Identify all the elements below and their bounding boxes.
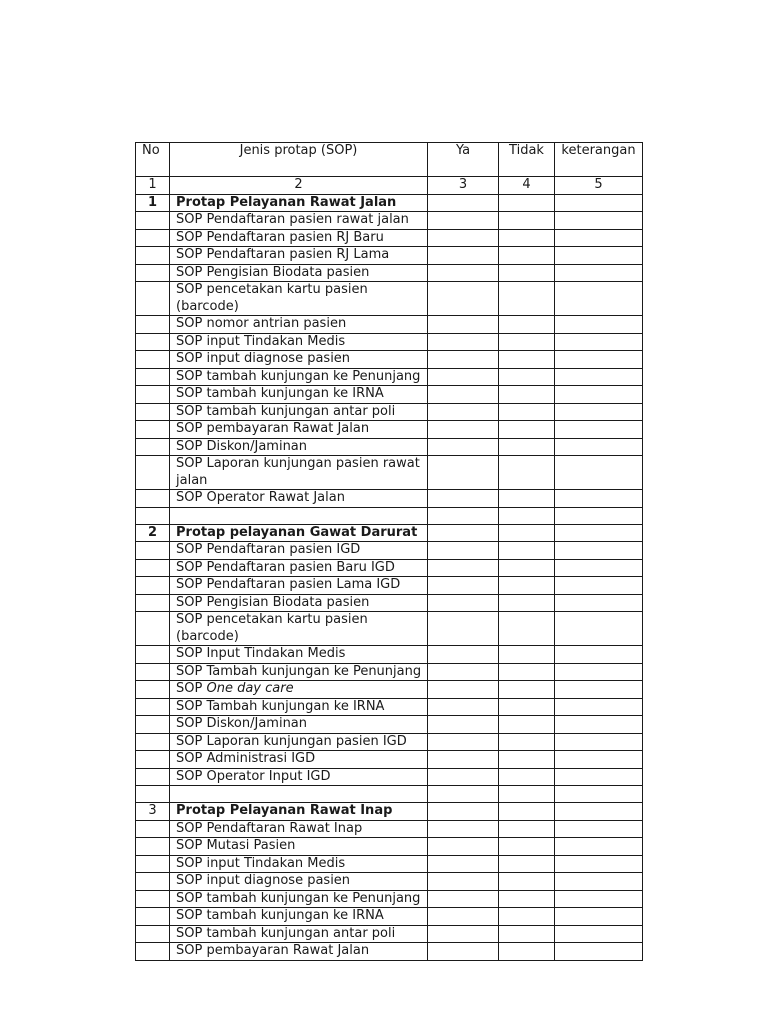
checklist-cell: [555, 542, 643, 560]
checklist-cell: [499, 855, 555, 873]
section-title: Protap Pelayanan Rawat Jalan: [170, 194, 428, 212]
checklist-cell: [428, 421, 499, 439]
checklist-cell: [499, 838, 555, 856]
header-jenis: Jenis protap (SOP): [170, 143, 428, 177]
table-row: [136, 663, 643, 681]
row-number: [136, 577, 170, 595]
checklist-cell: [428, 873, 499, 891]
checklist-cell: [428, 751, 499, 769]
checklist-cell: [499, 403, 555, 421]
sop-item-label: SOP Administrasi IGD: [170, 751, 428, 769]
checklist-cell: [555, 333, 643, 351]
row-number: [136, 333, 170, 351]
checklist-cell: [499, 716, 555, 734]
section-title: Protap pelayanan Gawat Darurat: [170, 524, 428, 542]
checklist-cell: [428, 733, 499, 751]
checklist-cell: [428, 786, 499, 803]
checklist-cell: [555, 820, 643, 838]
row-number: [136, 768, 170, 786]
checklist-cell: [499, 751, 555, 769]
checklist-cell: [555, 351, 643, 369]
sop-item-label: SOP input Tindakan Medis: [170, 333, 428, 351]
sop-item-label: SOP input diagnose pasien: [170, 351, 428, 369]
checklist-cell: [499, 698, 555, 716]
checklist-cell: [555, 282, 643, 316]
sop-item-label: SOP Diskon/Jaminan: [170, 716, 428, 734]
checklist-cell: [555, 229, 643, 247]
checklist-cell: [499, 612, 555, 646]
checklist-cell: [428, 386, 499, 404]
checklist-cell: [555, 716, 643, 734]
checklist-cell: [555, 421, 643, 439]
row-number: [136, 612, 170, 646]
row-number: [136, 247, 170, 265]
checklist-cell: [136, 786, 170, 803]
checklist-cell: [499, 247, 555, 265]
table-row: [136, 820, 643, 838]
row-number: [136, 212, 170, 230]
table-header-row: [136, 143, 643, 177]
row-number: [136, 663, 170, 681]
checklist-cell: [428, 698, 499, 716]
checklist-cell: [428, 559, 499, 577]
sop-item-label: SOP Tambah kunjungan ke IRNA: [170, 698, 428, 716]
table-row: [136, 890, 643, 908]
table-row: [136, 646, 643, 664]
table-row: [136, 751, 643, 769]
row-number: [136, 873, 170, 891]
checklist-cell: [499, 663, 555, 681]
checklist-cell: [170, 507, 428, 524]
checklist-cell: [170, 786, 428, 803]
checklist-cell: [499, 890, 555, 908]
sop-item-label: SOP tambah kunjungan antar poli: [170, 925, 428, 943]
checklist-cell: [555, 194, 643, 212]
row-number: [136, 559, 170, 577]
italic-term: One day care: [206, 681, 294, 696]
checklist-cell: [499, 438, 555, 456]
section-number: 2: [136, 524, 170, 542]
checklist-cell: [555, 577, 643, 595]
sop-item-label: SOP Pengisian Biodata pasien: [170, 594, 428, 612]
checklist-cell: [555, 247, 643, 265]
row-number: [136, 421, 170, 439]
table-row: [136, 368, 643, 386]
checklist-cell: [428, 333, 499, 351]
row-number: [136, 456, 170, 490]
checklist-cell: [555, 316, 643, 334]
row-number: [136, 646, 170, 664]
checklist-cell: [428, 803, 499, 821]
table-row: [136, 490, 643, 508]
checklist-cell: [555, 663, 643, 681]
table-row: [136, 456, 643, 490]
checklist-cell: [428, 716, 499, 734]
blank-row: [136, 507, 643, 524]
sop-item-label: SOP Pendaftaran pasien Baru IGD: [170, 559, 428, 577]
checklist-cell: [428, 594, 499, 612]
checklist-cell: [499, 803, 555, 821]
checklist-cell: [428, 456, 499, 490]
checklist-cell: [555, 456, 643, 490]
table-row: [136, 333, 643, 351]
checklist-cell: [428, 264, 499, 282]
column-number: 5: [555, 177, 643, 195]
checklist-cell: [499, 542, 555, 560]
sop-item-label: SOP input diagnose pasien: [170, 873, 428, 891]
sop-item-label: SOP Pendaftaran pasien Lama IGD: [170, 577, 428, 595]
table-row: [136, 403, 643, 421]
row-number: [136, 751, 170, 769]
checklist-cell: [555, 786, 643, 803]
column-number: 4: [499, 177, 555, 195]
table-row: [136, 716, 643, 734]
checklist-cell: [499, 733, 555, 751]
checklist-cell: [555, 594, 643, 612]
checklist-cell: [428, 368, 499, 386]
sop-item-label: SOP tambah kunjungan antar poli: [170, 403, 428, 421]
header-no: No: [136, 143, 170, 177]
row-number: [136, 855, 170, 873]
checklist-cell: [555, 612, 643, 646]
sop-item-label: SOP Pendaftaran pasien rawat jalan: [170, 212, 428, 230]
checklist-cell: [555, 212, 643, 230]
row-number: [136, 820, 170, 838]
row-number: [136, 490, 170, 508]
checklist-cell: [428, 194, 499, 212]
table-row: [136, 768, 643, 786]
sop-item-label: SOP Laporan kunjungan pasien IGD: [170, 733, 428, 751]
table-row: [136, 594, 643, 612]
table-row: [136, 438, 643, 456]
table-row: [136, 212, 643, 230]
checklist-cell: [499, 456, 555, 490]
checklist-cell: [428, 577, 499, 595]
row-number: [136, 890, 170, 908]
checklist-cell: [428, 768, 499, 786]
row-number: [136, 681, 170, 699]
section-row: [136, 194, 643, 212]
checklist-cell: [555, 803, 643, 821]
section-row: [136, 524, 643, 542]
row-number: [136, 943, 170, 961]
checklist-cell: [555, 733, 643, 751]
table-row: [136, 559, 643, 577]
checklist-cell: [555, 925, 643, 943]
table-row: [136, 838, 643, 856]
row-number: [136, 838, 170, 856]
sop-item-label: SOP tambah kunjungan ke Penunjang: [170, 890, 428, 908]
checklist-cell: [428, 282, 499, 316]
row-number: [136, 351, 170, 369]
checklist-cell: [499, 768, 555, 786]
table-row: [136, 247, 643, 265]
checklist-cell: [499, 212, 555, 230]
sop-item-label: SOP pencetakan kartu pasien (barcode): [170, 612, 428, 646]
header-keterangan: keterangan: [555, 143, 643, 177]
sop-item-label: SOP Mutasi Pasien: [170, 838, 428, 856]
checklist-cell: [499, 873, 555, 891]
checklist-cell: [428, 542, 499, 560]
checklist-cell: [499, 577, 555, 595]
checklist-cell: [555, 559, 643, 577]
row-number: [136, 698, 170, 716]
checklist-cell: [428, 838, 499, 856]
header-ya: Ya: [428, 143, 499, 177]
table-row: [136, 351, 643, 369]
checklist-cell: [428, 490, 499, 508]
checklist-cell: [499, 316, 555, 334]
sop-item-label: SOP tambah kunjungan ke Penunjang: [170, 368, 428, 386]
checklist-cell: [428, 681, 499, 699]
header-tidak: Tidak: [499, 143, 555, 177]
checklist-cell: [428, 351, 499, 369]
row-number: [136, 594, 170, 612]
sop-item-label: SOP nomor antrian pasien: [170, 316, 428, 334]
checklist-cell: [136, 507, 170, 524]
table-row: [136, 577, 643, 595]
sop-table-body: [136, 143, 643, 961]
sop-item-label: SOP Pendaftaran pasien RJ Baru: [170, 229, 428, 247]
checklist-cell: [555, 386, 643, 404]
checklist-cell: [428, 663, 499, 681]
row-number: [136, 282, 170, 316]
row-number: [136, 229, 170, 247]
checklist-cell: [428, 890, 499, 908]
checklist-cell: [499, 368, 555, 386]
checklist-cell: [555, 681, 643, 699]
sop-item-label: SOP Tambah kunjungan ke Penunjang: [170, 663, 428, 681]
sop-item-label: SOP Pendaftaran pasien RJ Lama: [170, 247, 428, 265]
checklist-cell: [555, 403, 643, 421]
sop-item-label: SOP One day care: [170, 681, 428, 699]
table-row: [136, 612, 643, 646]
table-row: [136, 698, 643, 716]
sop-item-label: SOP Pendaftaran pasien IGD: [170, 542, 428, 560]
checklist-cell: [555, 507, 643, 524]
section-row: [136, 803, 643, 821]
checklist-cell: [499, 351, 555, 369]
checklist-cell: [428, 316, 499, 334]
checklist-cell: [428, 925, 499, 943]
row-number: [136, 733, 170, 751]
checklist-cell: [499, 681, 555, 699]
checklist-cell: [555, 768, 643, 786]
table-row: [136, 855, 643, 873]
checklist-cell: [499, 333, 555, 351]
checklist-cell: [428, 943, 499, 961]
table-row: [136, 925, 643, 943]
row-number: [136, 925, 170, 943]
table-row: [136, 282, 643, 316]
checklist-cell: [499, 559, 555, 577]
checklist-cell: [499, 386, 555, 404]
checklist-cell: [499, 786, 555, 803]
checklist-cell: [428, 247, 499, 265]
sop-item-label: SOP Diskon/Jaminan: [170, 438, 428, 456]
checklist-cell: [499, 925, 555, 943]
checklist-cell: [499, 943, 555, 961]
sop-item-label: SOP Input Tindakan Medis: [170, 646, 428, 664]
checklist-cell: [428, 612, 499, 646]
sop-item-label: SOP Operator Input IGD: [170, 768, 428, 786]
checklist-cell: [499, 264, 555, 282]
checklist-cell: [499, 646, 555, 664]
checklist-cell: [499, 908, 555, 926]
section-number: 3: [136, 803, 170, 821]
checklist-cell: [555, 490, 643, 508]
checklist-cell: [499, 594, 555, 612]
sop-item-label: SOP pencetakan kartu pasien (barcode): [170, 282, 428, 316]
column-number: 2: [170, 177, 428, 195]
checklist-cell: [555, 646, 643, 664]
table-row: [136, 542, 643, 560]
row-number: [136, 368, 170, 386]
checklist-cell: [499, 229, 555, 247]
table-row: [136, 873, 643, 891]
sop-item-label: SOP Laporan kunjungan pasien rawat jalan: [170, 456, 428, 490]
checklist-cell: [555, 838, 643, 856]
table-row: [136, 229, 643, 247]
row-number: [136, 386, 170, 404]
table-row: [136, 421, 643, 439]
column-number: 3: [428, 177, 499, 195]
section-number: 1: [136, 194, 170, 212]
checklist-cell: [555, 890, 643, 908]
section-title: Protap Pelayanan Rawat Inap: [170, 803, 428, 821]
checklist-cell: [555, 943, 643, 961]
checklist-cell: [499, 194, 555, 212]
checklist-cell: [428, 855, 499, 873]
checklist-cell: [555, 698, 643, 716]
row-number: [136, 438, 170, 456]
checklist-cell: [555, 368, 643, 386]
checklist-cell: [499, 421, 555, 439]
sop-item-label: SOP input Tindakan Medis: [170, 855, 428, 873]
table-row: [136, 681, 643, 699]
row-number: [136, 716, 170, 734]
row-number: [136, 264, 170, 282]
checklist-cell: [555, 873, 643, 891]
checklist-cell: [428, 438, 499, 456]
checklist-cell: [428, 524, 499, 542]
checklist-cell: [555, 751, 643, 769]
checklist-cell: [428, 820, 499, 838]
checklist-cell: [499, 507, 555, 524]
sop-item-label: SOP Pendaftaran Rawat Inap: [170, 820, 428, 838]
checklist-cell: [428, 212, 499, 230]
row-number: [136, 403, 170, 421]
checklist-cell: [555, 264, 643, 282]
sop-item-label: SOP pembayaran Rawat Jalan: [170, 943, 428, 961]
checklist-cell: [428, 229, 499, 247]
table-row: [136, 386, 643, 404]
blank-row: [136, 786, 643, 803]
checklist-cell: [499, 524, 555, 542]
checklist-cell: [428, 646, 499, 664]
row-number: [136, 316, 170, 334]
checklist-cell: [428, 908, 499, 926]
row-number: [136, 542, 170, 560]
table-row: [136, 908, 643, 926]
sop-item-label: SOP pembayaran Rawat Jalan: [170, 421, 428, 439]
checklist-cell: [555, 855, 643, 873]
table-row: [136, 733, 643, 751]
table-row: [136, 264, 643, 282]
checklist-cell: [555, 524, 643, 542]
sop-item-label: SOP Operator Rawat Jalan: [170, 490, 428, 508]
checklist-cell: [499, 820, 555, 838]
sop-item-label: SOP Pengisian Biodata pasien: [170, 264, 428, 282]
table-row: [136, 316, 643, 334]
table-numbering-row: [136, 177, 643, 195]
sop-checklist-table: [135, 142, 643, 961]
row-number: [136, 908, 170, 926]
checklist-cell: [499, 490, 555, 508]
table-row: [136, 943, 643, 961]
column-number: 1: [136, 177, 170, 195]
checklist-cell: [555, 908, 643, 926]
checklist-cell: [428, 403, 499, 421]
sop-item-label: SOP tambah kunjungan ke IRNA: [170, 386, 428, 404]
checklist-cell: [499, 282, 555, 316]
checklist-cell: [555, 438, 643, 456]
sop-item-label: SOP tambah kunjungan ke IRNA: [170, 908, 428, 926]
checklist-cell: [428, 507, 499, 524]
